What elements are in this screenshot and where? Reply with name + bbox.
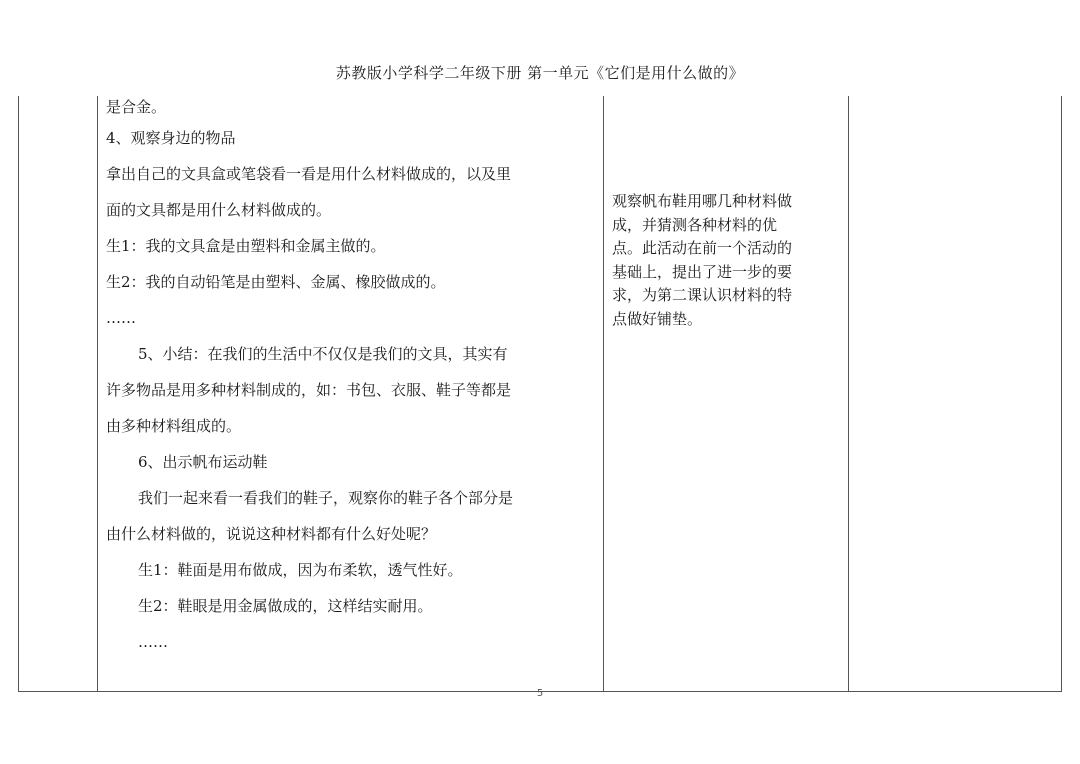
- process-line: 生1：鞋面是用布做成，因为布柔软，透气性好。: [138, 561, 463, 579]
- process-line: 5、小结：在我们的生活中不仅仅是我们的文具，其实有: [138, 345, 508, 363]
- process-line: 由什么材料做的，说说这种材料都有什么好处呢？: [106, 525, 437, 543]
- blank-right-cell: [849, 96, 1062, 692]
- process-line: 生2：鞋眼是用金属做成的，这样结实耐用。: [138, 597, 433, 615]
- process-line: ……: [138, 633, 168, 651]
- process-line: 我们一起来看一看我们的鞋子，观察你的鞋子各个部分是: [138, 489, 514, 507]
- page-number: 5: [536, 688, 544, 699]
- process-line: 6、出示帆布运动鞋: [138, 453, 268, 471]
- table-row: [19, 96, 1062, 692]
- process-line: 拿出自己的文具盒或笔袋看一看是用什么材料做成的，以及里: [106, 165, 512, 183]
- design-intent-cell: [604, 96, 849, 692]
- page-header-title: 苏教版小学科学二年级下册 第一单元《它们是用什么做的》: [335, 64, 745, 82]
- note-line: 求，为第二课认识材料的特: [612, 286, 793, 304]
- note-line: 观察帆布鞋用哪几种材料做: [612, 192, 793, 210]
- process-line: 4、观察身边的物品: [106, 129, 236, 147]
- note-line: 成，并猜测各种材料的优: [612, 215, 778, 234]
- process-line: 生2：我的自动铅笔是由塑料、金属、橡胶做成的。: [106, 273, 446, 291]
- process-line: 许多物品是用多种材料制成的，如：书包、衣服、鞋子等都是: [106, 381, 512, 399]
- blank-left-cell: [19, 96, 98, 692]
- teaching-process-cell: [98, 96, 604, 692]
- process-line: 是合金。: [106, 98, 167, 116]
- process-line: 生1：我的文具盒是由塑料和金属主做的。: [106, 237, 386, 255]
- note-line: 点做好铺垫。: [612, 309, 703, 328]
- process-line: ……: [106, 309, 136, 327]
- lesson-plan-table: [18, 96, 1062, 692]
- note-line: 点。此活动在前一个活动的: [612, 239, 793, 257]
- process-line: 由多种材料组成的。: [106, 417, 242, 435]
- process-line: 面的文具都是用什么材料做成的。: [106, 201, 332, 219]
- note-line: 基础上，提出了进一步的要: [612, 262, 793, 281]
